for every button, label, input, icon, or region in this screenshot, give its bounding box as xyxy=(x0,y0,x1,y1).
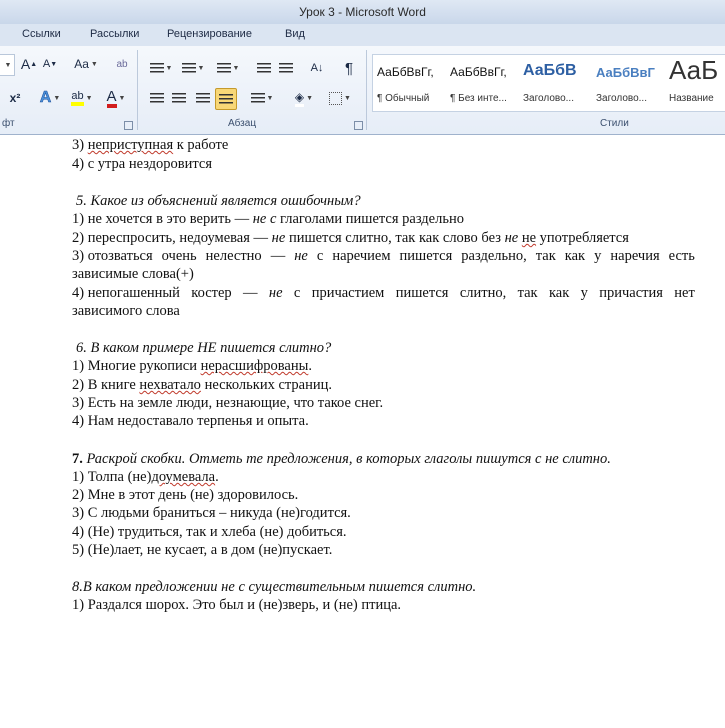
font-color-button[interactable]: A ▼ xyxy=(102,88,130,108)
shading-button[interactable]: ◈ ▼ xyxy=(290,88,318,108)
sort-button[interactable] xyxy=(308,58,326,78)
window-title: Урок 3 - Microsoft Word xyxy=(299,5,426,19)
numbering-icon xyxy=(182,63,196,74)
doc-line: 2) переспросить, недоумевая — не пишется слитно, так как слово без не не употребляется xyxy=(72,230,629,246)
doc-line: 3) Есть на земле люди, незнающие, что такое снег. xyxy=(72,395,384,411)
doc-line-justified: 3) отозваться очень нелестно — не с наречием пишется раздельно, так как у наречия есть xyxy=(72,248,695,264)
numbering-button[interactable]: ▼ xyxy=(180,58,206,78)
group-separator xyxy=(366,50,367,130)
align-center-icon xyxy=(172,93,186,104)
style-heading-2[interactable] xyxy=(592,55,663,109)
doc-line: 1) Раздался шорох. Это был и (не)зверь, и (не) птица. xyxy=(72,597,402,613)
line-spacing-button[interactable]: ▼ xyxy=(248,88,276,108)
style-sample: АаБбВвГг, xyxy=(377,65,434,79)
clear-format-icon[interactable]: ab xyxy=(116,58,128,70)
bullets-icon xyxy=(150,63,164,74)
superscript-button[interactable]: x² xyxy=(9,91,21,105)
grow-font-icon[interactable]: A ▲ xyxy=(20,56,38,72)
style-sample: АаБбВвГг, xyxy=(450,65,507,79)
multilevel-list-icon xyxy=(217,63,231,74)
tab-view[interactable]: Вид xyxy=(285,28,305,40)
borders-icon xyxy=(329,92,342,105)
text-effects-button[interactable]: A ▼ xyxy=(39,89,61,106)
document-page[interactable] xyxy=(0,135,725,728)
multilevel-list-button[interactable]: ▼ xyxy=(214,58,242,78)
title-bar xyxy=(0,0,725,24)
doc-line: зависимого слова xyxy=(72,303,180,319)
style-sample: АаБбВвГ xyxy=(596,65,655,80)
decrease-indent-icon xyxy=(257,63,271,74)
style-sample: АаБ xyxy=(669,55,719,85)
doc-line: зависимые слова(+) xyxy=(72,266,194,282)
line-spacing-icon xyxy=(251,93,265,104)
highlight-color-button[interactable]: ab ▼ xyxy=(68,88,96,108)
align-left-button[interactable] xyxy=(148,88,166,108)
question-6-title: 6. В каком примере НЕ пишется слитно? xyxy=(76,340,332,356)
question-7-title: 7. Раскрой скобки. Отметь те предложения, в которых глаголы пишутся с не слитно. xyxy=(72,451,611,467)
tab-mailings[interactable]: Рассылки xyxy=(90,28,140,40)
paragraph-dialog-launcher[interactable] xyxy=(354,121,363,130)
pilcrow-icon: ¶ xyxy=(344,59,354,77)
doc-line: 1) Многие рукописи нерасшифрованы. xyxy=(72,358,312,374)
doc-line: 2) Мне в этот день (не) здоровилось. xyxy=(72,487,299,503)
style-name: ¶ Обычный xyxy=(377,93,430,104)
align-right-icon xyxy=(196,93,210,104)
doc-line: 1) Толпа (не)доумевала. xyxy=(72,469,219,485)
font-size-dropdown[interactable]: ▼ xyxy=(0,54,15,76)
paragraph-group-label: Абзац xyxy=(228,118,257,129)
style-sample: АаБбВ xyxy=(523,62,577,79)
doc-line: 3) С людьми браниться – никуда (не)годится. xyxy=(72,505,351,521)
doc-line: 4) с утра нездоровится xyxy=(72,156,213,172)
style-name: Заголово... xyxy=(596,93,647,104)
borders-button[interactable]: ▼ xyxy=(326,88,354,108)
change-case-button[interactable]: Aa ▼ xyxy=(74,57,98,71)
doc-line-justified: 4) непогашенный костер — не с причастием пишется слитно, так как у причастия нет xyxy=(72,285,695,301)
doc-line: 2) В книге нехватало нескольких страниц. xyxy=(72,377,332,393)
style-name: Название xyxy=(669,93,714,104)
ribbon-tabs xyxy=(0,24,725,47)
group-separator xyxy=(137,50,138,130)
paint-bucket-icon: ◈ xyxy=(295,90,304,107)
tab-review[interactable]: Рецензирование xyxy=(167,28,252,40)
doc-line: 3) неприступная к работе xyxy=(72,137,229,153)
highlighter-icon: ab xyxy=(71,90,83,106)
font-color-icon: A xyxy=(107,89,117,108)
style-heading-1[interactable] xyxy=(519,55,590,109)
styles-gallery xyxy=(372,54,725,112)
question-8-title: 8.В каком предложении не с существительным пишется слитно. xyxy=(72,579,477,595)
doc-line: 5) (Не)лает, не кусает, а в дом (не)пускает. xyxy=(72,542,333,558)
style-no-spacing[interactable] xyxy=(446,55,517,109)
font-group-label: фт xyxy=(2,118,15,129)
question-5-title: 5. Какое из объяснений является ошибочным? xyxy=(76,193,361,209)
bullets-button[interactable]: ▼ xyxy=(148,58,174,78)
doc-line: 1) не хочется в это верить — не с глаголами пишется раздельно xyxy=(72,211,464,227)
tab-references[interactable]: Ссылки xyxy=(22,28,61,40)
font-dialog-launcher[interactable] xyxy=(124,121,133,130)
decrease-indent-button[interactable] xyxy=(256,58,272,78)
text-effects-icon: A xyxy=(39,89,52,106)
increase-indent-button[interactable] xyxy=(278,58,294,78)
justify-icon xyxy=(219,94,233,105)
style-normal[interactable] xyxy=(373,55,444,109)
styles-group-label: Стили xyxy=(600,118,629,129)
style-title[interactable] xyxy=(665,55,725,109)
align-center-button[interactable] xyxy=(170,88,188,108)
doc-line: 4) (Не) трудиться, так и хлеба (не) добиться. xyxy=(72,524,347,540)
justify-button[interactable] xyxy=(215,88,237,110)
align-left-icon xyxy=(150,93,164,104)
doc-line: 4) Нам недоставало терпенья и опыта. xyxy=(72,413,309,429)
increase-indent-icon xyxy=(279,63,293,74)
align-right-button[interactable] xyxy=(194,88,212,108)
show-marks-button[interactable] xyxy=(340,58,358,78)
style-name: Заголово... xyxy=(523,93,574,104)
shrink-font-icon[interactable]: A ▼ xyxy=(42,58,58,70)
style-name: ¶ Без инте... xyxy=(450,93,507,104)
sort-icon: A↓ xyxy=(310,62,324,74)
